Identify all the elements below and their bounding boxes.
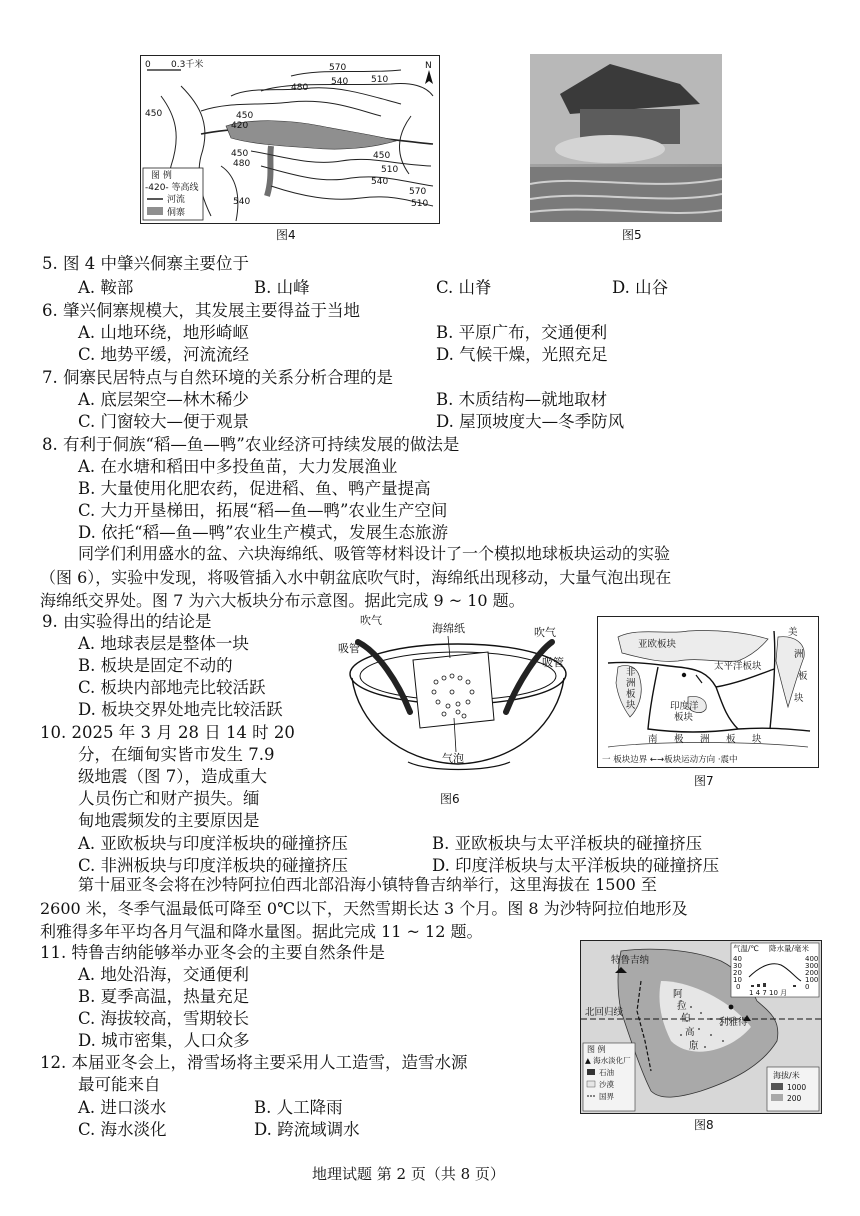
q7-stem: 7. 侗寨民居特点与自然环境的关系分析合理的是	[42, 368, 393, 387]
contour-label: 510	[381, 165, 399, 175]
contour-label: 540	[331, 77, 349, 87]
q11-option-b: B. 夏季高温，热量充足	[78, 987, 250, 1006]
legend-oil-symbol	[587, 1069, 595, 1075]
indian-plate-label: 印度洋	[670, 701, 699, 712]
q8-option-a: A. 在水塘和稻田中多投鱼苗，大力发展渔业	[78, 457, 398, 476]
peninsula-char: 拉	[677, 1001, 687, 1012]
elevation-title: 海拔/米	[773, 1071, 800, 1080]
fig7-caption: 图7	[694, 774, 714, 788]
pacific-plate-label: 太平洋板块	[714, 661, 762, 672]
elevation-200: 200	[787, 1094, 802, 1103]
fig8-caption: 图8	[694, 1118, 714, 1132]
q12-option-d: D. 跨流域调水	[254, 1120, 360, 1139]
q6-option-c: C. 地势平缓，河流流经	[78, 345, 250, 364]
intro3-line3: 利雅得多年平均各月气温和降水量图。据此完成 11 ~ 12 题。	[40, 922, 483, 941]
q7-option-d: D. 屋顶坡度大—冬季防风	[436, 412, 625, 431]
fig5-caption: 图5	[622, 228, 642, 242]
riyadh-marker-icon	[729, 1005, 734, 1010]
intro2-line1: 同学们利用盛水的盆、六块海绵纸、吸管等材料设计了一个模拟地球板块运动的实验	[78, 544, 671, 563]
elevation-1000: 1000	[787, 1083, 807, 1092]
fig6-caption: 图6	[440, 792, 460, 806]
fig6-basin-diagram	[338, 612, 574, 782]
q11-option-a: A. 地处沿海，交通便利	[78, 965, 249, 984]
q5-stem: 5. 图 4 中肇兴侗寨主要位于	[42, 254, 249, 273]
contour-label: 450	[373, 151, 391, 161]
precip-axis-label: 降水量/毫米	[769, 944, 810, 953]
temp-axis-label: 气温/℃	[733, 944, 759, 953]
motion-arrow-icon	[696, 675, 702, 683]
legend-title: 图 例	[151, 171, 172, 181]
contour-label: 510	[411, 199, 429, 209]
elevation-mid-swatch	[771, 1094, 783, 1101]
q9-stem: 9. 由实验得出的结论是	[42, 612, 212, 631]
peninsula-char: 高	[685, 1027, 695, 1038]
contour-line	[399, 116, 411, 174]
q10-stem-line3: 级地震（图 7），造成重大	[78, 767, 267, 786]
q7-option-a: A. 底层架空—林木稀少	[78, 390, 249, 409]
temp-tick: 0	[736, 983, 741, 991]
riyadh-label: 利雅得	[719, 1017, 748, 1028]
intro3-line1: 第十届亚冬会将在沙特阿拉伯西北部沿海小镇特鲁吉纳举行，这里海拔在 1500 至	[78, 875, 657, 894]
legend-desert: 沙漠	[599, 1080, 614, 1089]
q11-stem: 11. 特鲁吉纳能够举办亚冬会的主要自然条件是	[40, 943, 385, 962]
scale-label: 0.3千米	[171, 60, 204, 70]
blow-label-right: 吹气	[534, 626, 556, 639]
indian-plate-label: 板块	[674, 712, 694, 723]
town-label: 特鲁吉纳	[611, 955, 650, 966]
legend-river: 河流	[167, 195, 186, 205]
peninsula-char: 伯	[681, 1013, 691, 1024]
q9-option-c: C. 板块内部地壳比较活跃	[78, 678, 266, 697]
scale-zero: 0	[145, 60, 151, 70]
q12-option-c: C. 海水淡化	[78, 1120, 167, 1139]
q10-stem-line1: 10. 2025 年 3 月 28 日 14 时 20	[40, 723, 295, 742]
legend-contour: -420- 等高线	[145, 183, 199, 193]
temp-tick: 10	[733, 976, 742, 984]
q12-stem-line2: 最可能来自	[78, 1075, 161, 1094]
precip-tick: 100	[805, 976, 819, 984]
antarctic-plate-char: 块	[752, 734, 762, 745]
contour-line	[221, 166, 238, 221]
q6-stem: 6. 肇兴侗寨规模大，其发展主要得益于当地	[42, 301, 360, 320]
q10-option-a: A. 亚欧板块与印度洋板块的碰撞挤压	[78, 834, 348, 853]
african-plate-char: 块	[626, 700, 636, 711]
straw-label-left: 吸管	[338, 642, 360, 655]
contour-label: 540	[371, 177, 389, 187]
fig7-plates-map	[597, 616, 819, 768]
precip-tick: 0	[805, 983, 810, 991]
american-plate-char: 块	[794, 693, 804, 704]
contour-label: 450	[231, 149, 249, 159]
intro3-line2: 2600 米，冬季气温最低可降至 0℃以下，天然雪期长达 3 个月。图 8 为沙特阿拉伯地形及	[40, 899, 688, 918]
q8-option-b: B. 大量使用化肥农药，促进稻、鱼、鸭产量提高	[78, 479, 431, 498]
fig8-saudi-map	[580, 940, 822, 1114]
temp-tick: 20	[733, 969, 742, 977]
contour-line	[261, 166, 433, 186]
fig4-contour-map	[140, 55, 440, 224]
intro2-line2: （图 6），实验中发现，将吸管插入水中朝盆底吹气时，海绵纸出现移动，大量气泡出现在	[40, 568, 672, 587]
q12-option-a: A. 进口淡水	[78, 1098, 167, 1117]
legend-desalination: ▲ 海水淡化厂	[585, 1056, 631, 1065]
contour-line	[251, 151, 431, 166]
contour-label: 420	[231, 121, 249, 131]
q5-option-a: A. 鞍部	[78, 278, 134, 297]
q10-stem-line4: 人员伤亡和财产损失。缅	[78, 789, 260, 808]
village-area	[267, 146, 271, 196]
q10-option-c: C. 非洲板块与印度洋板块的碰撞挤压	[78, 856, 349, 875]
q11-option-d: D. 城市密集，人口众多	[78, 1031, 250, 1050]
q7-option-c: C. 门窗较大—便于观景	[78, 412, 250, 431]
legend-oil: 石油	[599, 1068, 614, 1077]
saudi-svg	[581, 941, 821, 1113]
peninsula-char: 阿	[673, 989, 683, 1000]
q10-option-b: B. 亚欧板块与太平洋板块的碰撞挤压	[432, 834, 703, 853]
precip-tick: 300	[805, 962, 819, 970]
precip-tick: 200	[805, 969, 819, 977]
sponge-label: 海绵纸	[432, 622, 465, 635]
elevation-high-swatch	[771, 1083, 783, 1090]
q5-option-b: B. 山峰	[254, 278, 310, 297]
q12-stem-line1: 12. 本届亚冬会上，滑雪场将主要采用人工造雪，造雪水源	[40, 1053, 468, 1072]
north-label: N	[425, 61, 432, 71]
contour-label: 480	[233, 159, 251, 169]
african-plate-char: 板	[626, 689, 636, 700]
q10-stem-line5: 甸地震频发的主要原因是	[78, 811, 260, 830]
contour-label: 450	[145, 109, 163, 119]
epicenter-icon	[682, 673, 686, 677]
q9-option-a: A. 地球表层是整体一块	[78, 634, 249, 653]
contour-label: 510	[371, 75, 389, 85]
american-plate-char: 美	[788, 627, 798, 638]
straw-label-right: 吸管	[542, 656, 564, 669]
fig4-caption: 图4	[276, 228, 296, 242]
q8-option-c: C. 大力开垦梯田，拓展“稻—鱼—鸭”农业生产空间	[78, 501, 448, 520]
blow-label-left: 吹气	[360, 614, 382, 627]
eurasian-plate-label: 亚欧板块	[638, 639, 677, 650]
q9-option-d: D. 板块交界处地壳比较活跃	[78, 700, 283, 719]
q9-option-b: B. 板块是固定不动的	[78, 656, 233, 675]
north-arrow-icon	[425, 70, 433, 84]
q5-option-c: C. 山脊	[436, 278, 492, 297]
antarctic-plate-char: 洲	[700, 734, 710, 745]
fig7-legend: 一 板块边界 ←→板块运动方向 ·震中	[602, 755, 738, 765]
african-plate-char: 洲	[626, 678, 636, 689]
q6-option-b: B. 平原广布，交通便利	[436, 323, 608, 342]
african-plate-char: 非	[626, 667, 636, 678]
q12-option-b: B. 人工降雨	[254, 1098, 343, 1117]
contour-label: 570	[409, 187, 427, 197]
contour-label: 450	[236, 111, 254, 121]
q7-option-b: B. 木质结构—就地取材	[436, 390, 608, 409]
legend-border: 国界	[599, 1092, 614, 1101]
contour-label: 540	[233, 197, 251, 207]
intro2-line3: 海绵纸交界处。图 7 为六大板块分布示意图。据此完成 9 ~ 10 题。	[40, 591, 525, 610]
q10-stem-line2: 分，在缅甸实皆市发生 7.9	[78, 745, 275, 764]
legend-village-symbol	[147, 207, 163, 215]
precip-tick: 400	[805, 955, 819, 963]
village-photo-svg	[530, 54, 722, 222]
q8-stem: 8. 有利于侗族“稻—鱼—鸭”农业经济可持续发展的做法是	[42, 435, 460, 454]
contour-label: 570	[329, 63, 347, 73]
contour-map-svg	[141, 56, 439, 223]
pond-shape	[555, 135, 665, 163]
legend-title: 图 例	[587, 1045, 606, 1054]
plates-svg	[598, 617, 818, 767]
basin-svg	[338, 612, 574, 782]
contour-line	[201, 101, 381, 116]
contour-label: 480	[291, 83, 309, 93]
antarctic-plate-char: 极	[674, 734, 684, 745]
village-area	[226, 121, 396, 149]
q6-option-a: A. 山地环绕，地形崎岖	[78, 323, 249, 342]
temp-tick: 40	[733, 955, 742, 963]
q5-option-d: D. 山谷	[612, 278, 669, 297]
q8-option-d: D. 依托“稻—鱼—鸭”农业生产模式，发展生态旅游	[78, 523, 449, 542]
temp-tick: 30	[733, 962, 742, 970]
antarctic-plate-char: 板	[726, 734, 736, 745]
legend-village: 侗寨	[167, 208, 186, 218]
q6-option-d: D. 气候干燥，光照充足	[436, 345, 608, 364]
fig5-photo	[530, 54, 722, 222]
american-plate-char: 洲	[794, 649, 804, 660]
q11-option-c: C. 海拔较高，雪期较长	[78, 1009, 250, 1028]
american-plate-char: 板	[798, 671, 808, 682]
sponge-paper	[413, 652, 494, 728]
legend-desert-symbol	[587, 1081, 595, 1087]
page-footer: 地理试题 第 2 页（共 8 页）	[312, 1165, 505, 1183]
antarctic-plate-char: 南	[648, 734, 658, 745]
tropic-label: 北回归线	[585, 1007, 624, 1018]
q10-option-d: D. 印度洋板块与太平洋板块的碰撞挤压	[432, 856, 720, 875]
peninsula-char: 原	[689, 1041, 699, 1052]
months-axis: 1 4 7 10 月	[749, 989, 788, 997]
bubble-label: 气泡	[442, 752, 464, 765]
